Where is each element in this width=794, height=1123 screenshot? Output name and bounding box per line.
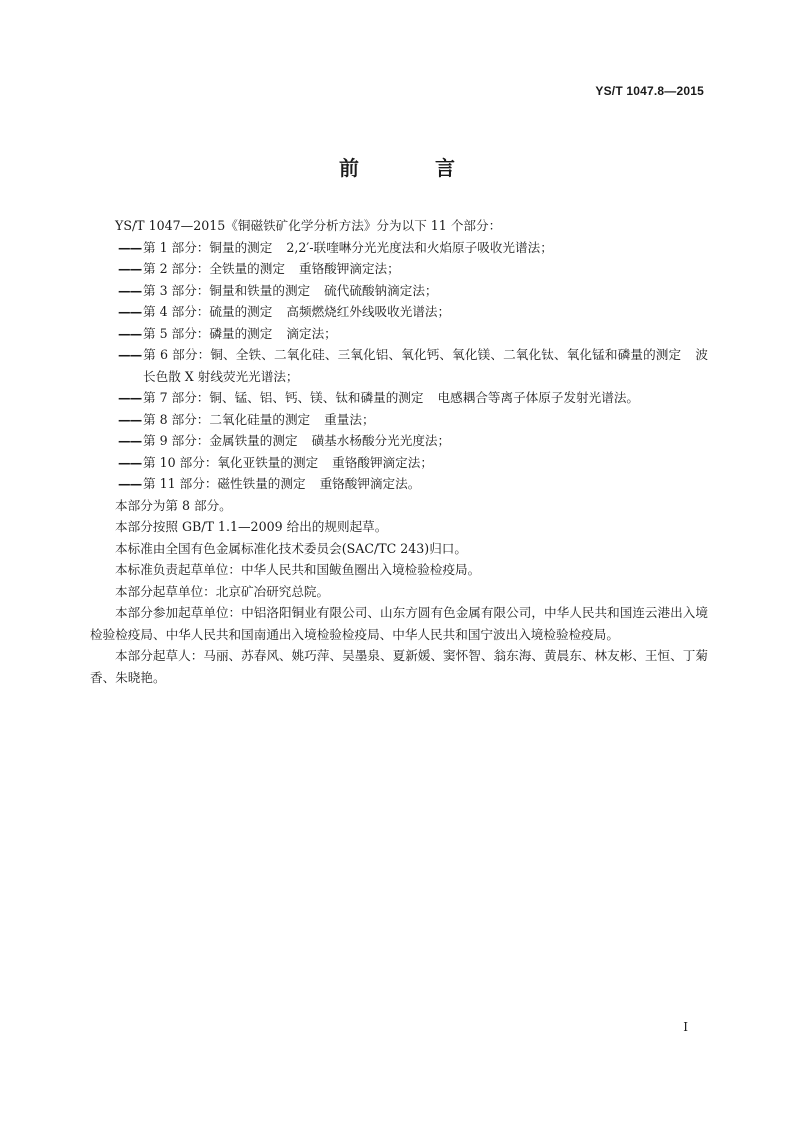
em-dash: —— xyxy=(118,433,142,448)
part-label: 第 2 部分：全铁量的测定 xyxy=(143,261,285,276)
part-item xyxy=(90,301,708,323)
part-method: 高频燃烧红外线吸收光谱法； xyxy=(286,304,451,319)
part-method: 重量法； xyxy=(324,411,375,427)
part-item xyxy=(90,452,708,474)
page-number: I xyxy=(683,1020,688,1034)
part-item xyxy=(90,280,708,302)
foreword-body xyxy=(90,215,708,688)
drafting-unit: 本部分起草单位：北京矿冶研究总院。 xyxy=(115,583,330,599)
part-method: 磺基水杨酸分光光度法； xyxy=(311,433,451,448)
part-method: 重铬酸钾滴定法。 xyxy=(319,476,421,491)
part-method: 2,2′-联喹啉分光光度法和火焰原子吸收光谱法； xyxy=(286,239,553,255)
part-item xyxy=(90,387,708,409)
responsible-unit: 本标准负责起草单位：中华人民共和国鲅鱼圈出入境检验检疫局。 xyxy=(115,562,481,577)
part-method: 重铬酸钾滴定法； xyxy=(298,261,400,276)
part-item xyxy=(90,409,708,431)
part-item xyxy=(90,237,708,259)
em-dash: —— xyxy=(118,411,142,427)
part-method: 电感耦合等离子体原子发射光谱法。 xyxy=(437,390,639,405)
part-item xyxy=(90,344,708,387)
part-item xyxy=(90,473,708,495)
part-label: 第 7 部分：铜、锰、铝、钙、镁、钛和磷量的测定 xyxy=(143,390,424,405)
em-dash: —— xyxy=(118,347,142,362)
part-item xyxy=(90,430,708,452)
em-dash: —— xyxy=(118,239,142,255)
part-label: 第 9 部分：金属铁量的测定 xyxy=(143,433,298,448)
em-dash: —— xyxy=(118,454,142,470)
em-dash: —— xyxy=(118,282,142,298)
em-dash: —— xyxy=(118,261,142,276)
part-label: 第 6 部分：铜、全铁、二氧化硅、三氧化铝、氧化钙、氧化镁、二氧化钛、氧化锰和磷量的测定 xyxy=(143,347,682,362)
page-title: 前 言 xyxy=(339,156,483,180)
part-label: 第 4 部分：硫量的测定 xyxy=(143,304,273,319)
part-method: 滴定法； xyxy=(286,325,337,341)
committee-statement: 本标准由全国有色金属标准化技术委员会(SAC/TC 243)归口。 xyxy=(115,540,467,556)
part-method: 波长色散 X 射线荧光光谱法； xyxy=(143,347,708,384)
drafters: 本部分起草人：马丽、苏春风、姚巧萍、吴墨泉、夏新媛、窦怀智、翁东海、黄晨东、林友彬、王恒、丁菊香、朱晓艳。 xyxy=(90,648,708,685)
em-dash: —— xyxy=(118,390,142,405)
em-dash: —— xyxy=(118,325,142,341)
part-label: 第 3 部分：铜量和铁量的测定 xyxy=(143,282,311,298)
standard-number: YS/T 1047.8—2015 xyxy=(595,84,704,98)
part-label: 第 5 部分：磷量的测定 xyxy=(143,325,273,341)
part-item xyxy=(90,323,708,345)
part-statement: 本部分为第 8 部分。 xyxy=(115,497,232,513)
part-item xyxy=(90,258,708,280)
part-label: 第 10 部分：氧化亚铁量的测定 xyxy=(143,454,319,470)
drafting-rules: 本部分按照 GB/T 1.1—2009 给出的规则起草。 xyxy=(115,519,388,534)
participating-units: 本部分参加起草单位：中铝洛阳铜业有限公司、山东方圆有色金属有限公司，中华人民共和国连云港出入境检验检疫局、中华人民共和国南通出入境检验检疫局、中华人民共和国宁波出入境检验检疫局。 xyxy=(90,605,708,642)
part-method: 重铬酸钾滴定法； xyxy=(332,454,433,470)
part-label: 第 11 部分：磁性铁量的测定 xyxy=(143,476,306,491)
part-label: 第 8 部分：二氧化硅量的测定 xyxy=(143,411,311,427)
em-dash: —— xyxy=(118,304,142,319)
em-dash: —— xyxy=(118,476,142,491)
intro-paragraph: YS/T 1047—2015《铜磁铁矿化学分析方法》分为以下 11 个部分： xyxy=(115,218,502,233)
part-method: 硫代硫酸钠滴定法； xyxy=(324,282,438,298)
part-label: 第 1 部分：铜量的测定 xyxy=(143,239,273,255)
